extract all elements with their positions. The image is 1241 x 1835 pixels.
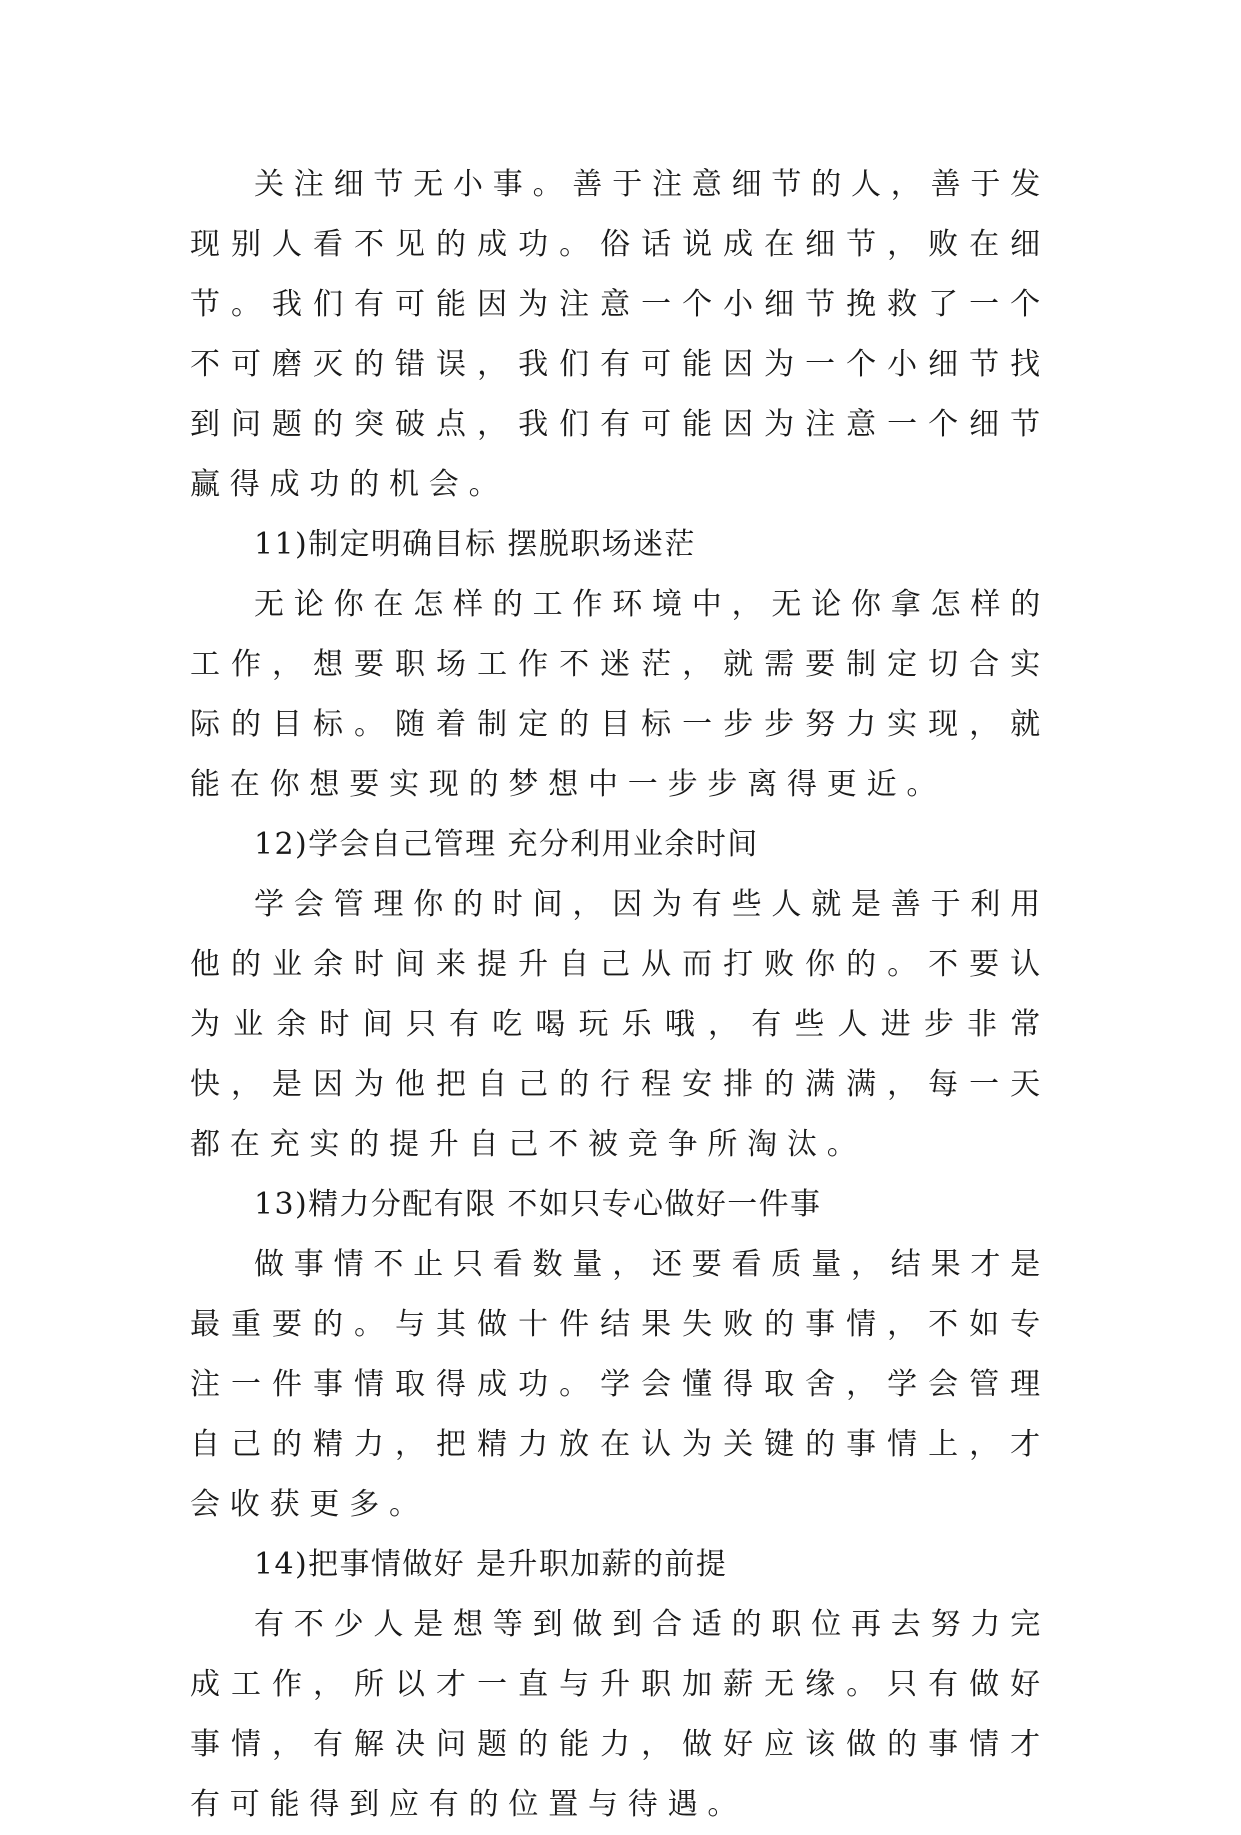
- paragraph-do-things-well: 有不少人是想等到做到合适的职位再去努力完成工作，所以才一直与升职加薪无缘。只有做好事情，有解决问题的能力，做好应该做的事情才有可能得到应有的位置与待遇。: [190, 1607, 1050, 1822]
- paragraph-time-management: 学会管理你的时间，因为有些人就是善于利用他的业余时间来提升自己从而打败你的。不要认为业余时间只有吃喝玩乐哦，有些人进步非常快，是因为他把自己的行程安排的满满，每一天都在充实的提升自己不被竞争所淘汰。: [190, 887, 1050, 1162]
- paragraph-focus-energy: 做事情不止只看数量，还要看质量，结果才是最重要的。与其做十件结果失败的事情，不如专注一件事情取得成功。学会懂得取舍，学会管理自己的精力，把精力放在认为关键的事情上，才会收获更多。: [190, 1247, 1050, 1522]
- section-heading-12: 12)学会自己管理 充分利用业余时间: [254, 827, 759, 862]
- section-heading-14: 14)把事情做好 是升职加薪的前提: [254, 1547, 728, 1582]
- paragraph-attention-to-detail: 关注细节无小事。善于注意细节的人，善于发现别人看不见的成功。俗话说成在细节，败在细节。我们有可能因为注意一个小细节挽救了一个不可磨灭的错误，我们有可能因为一个小细节找到问题的突破点，我们有可能因为注意一个细节赢得成功的机会。: [190, 167, 1050, 502]
- section-heading-13: 13)精力分配有限 不如只专心做好一件事: [254, 1187, 822, 1222]
- paragraph-clear-goals: 无论你在怎样的工作环境中，无论你拿怎样的工作，想要职场工作不迷茫，就需要制定切合实际的目标。随着制定的目标一步步努力实现，就能在你想要实现的梦想中一步步离得更近。: [190, 587, 1050, 802]
- document-body: [190, 155, 1050, 1835]
- section-heading-11: 11)制定明确目标 摆脱职场迷茫: [254, 527, 696, 562]
